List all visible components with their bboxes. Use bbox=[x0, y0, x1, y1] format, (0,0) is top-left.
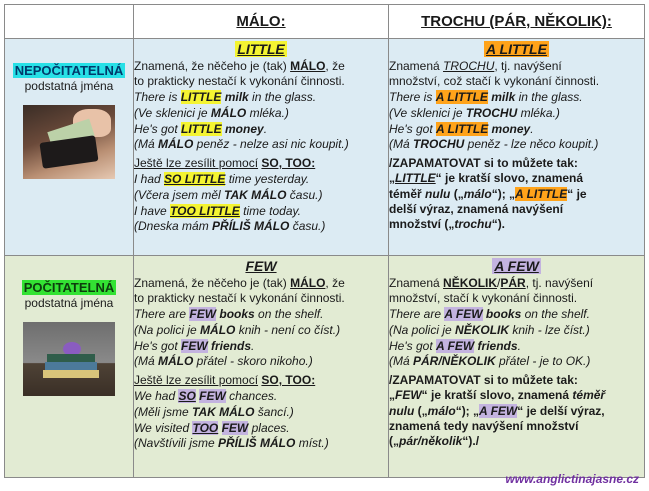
uncountable-sub: podstatná jména bbox=[24, 79, 114, 93]
header-trochu: TROCHU (PÁR, NĚKOLIK): bbox=[389, 5, 645, 39]
a-few-cell: A FEW Znamená NĚKOLIK/PÁR, tj. navýšení množství, stačí k vykonání činnosti. There are A FEW books on the shelf. (Na polici je NĚKOLIK knih - lze číst.) He's got A FEW friends. (Má PÁR/NĚKOLIK přátel - je to OK.) /ZAPAMATOVAT si to můžete tak: „FEW“ je kratší slovo, znamená téměř nulu („málo“); „A FEW“ je delší výraz, znamená tedy navýšení množství („pár/několik“)./ bbox=[389, 256, 645, 478]
books-image bbox=[23, 322, 115, 396]
a-little-cell: A LITTLE Znamená TROCHU, tj. navýšení množství, což stačí k vykonání činnosti. There is A LITTLE milk in the glass. (Ve sklenici je TROCHU mléka.) He's got A LITTLE money. (Má TROCHU peněz - lze něco koupit.) /ZAPAMATOVAT si to můžete tak: „LITTLE“ je kratší slovo, znamená téměř nulu („málo“); „A LITTLE“ je delší výraz, znamená navýšení množství („trochu“). bbox=[389, 39, 645, 256]
a-few-title: A FEW bbox=[494, 258, 539, 274]
little-cell: LITTLE Znamená, že něčeho je (tak) MÁLO, že to prakticky nestačí k vykonání činnosti. There is LITTLE milk in the glass. (Ve sklenici je MÁLO mléka.) He's got LITTLE money. (Má MÁLO peněz - nelze asi nic koupit.) Ještě lze zesílit pomocí SO, TOO: I had SO LITTLE time yesterday. (Včera jsem měl TAK MÁLO času.) I have TOO LITTLE time today. (Dneska mám PŘÍLIŠ MÁLO času.) bbox=[134, 39, 389, 256]
comparison-table bbox=[4, 4, 645, 478]
uncountable-label: NEPOČITATELNÁ bbox=[14, 63, 124, 78]
few-title: FEW bbox=[245, 258, 277, 274]
header-malo: MÁLO: bbox=[134, 5, 389, 39]
website-link[interactable]: www.anglictinajasne.cz bbox=[505, 472, 639, 486]
little-title: LITTLE bbox=[237, 41, 285, 57]
header-empty bbox=[5, 5, 134, 39]
countable-label: POČITATELNÁ bbox=[23, 280, 115, 295]
uncountable-label-cell bbox=[5, 39, 134, 256]
money-wallet-image bbox=[23, 105, 115, 179]
countable-label-cell bbox=[5, 256, 134, 478]
few-cell: FEW Znamená, že něčeho je (tak) MÁLO, že to prakticky nestačí k vykonání činnosti. There are FEW books on the shelf. (Na polici je MÁLO knih - není co číst.) He's got FEW friends. (Má MÁLO přátel - skoro nikoho.) Ještě lze zesílit pomocí SO, TOO: We had SO FEW chances. (Měli jsme TAK MÁLO šancí.) We visited TOO FEW places. (Navštívili jsme PŘÍLIŠ MÁLO míst.) bbox=[134, 256, 389, 478]
countable-sub: podstatná jména bbox=[24, 296, 114, 310]
a-little-title: A LITTLE bbox=[486, 41, 547, 57]
